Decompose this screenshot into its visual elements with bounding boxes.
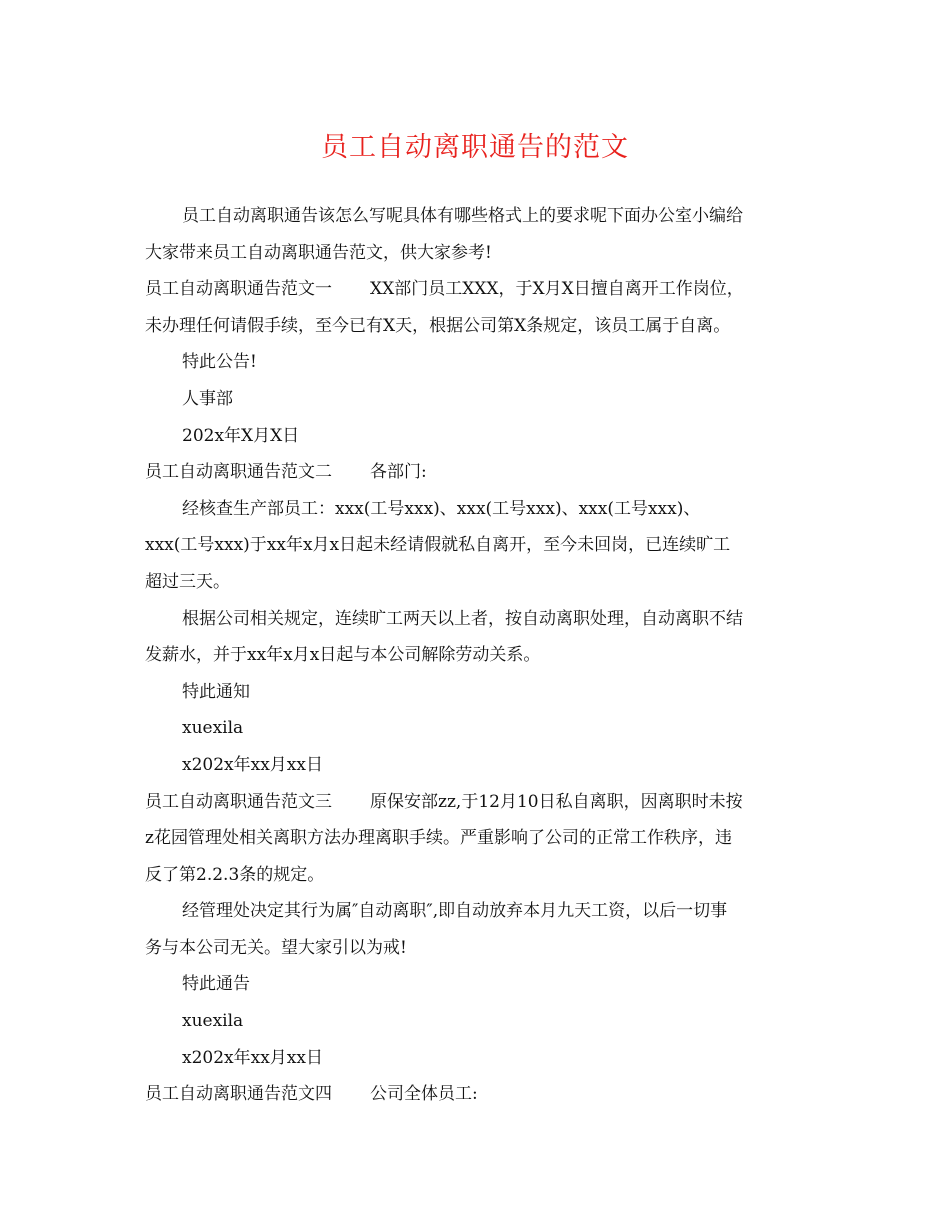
- paragraph-text: XX部门员工XXX，于X月X日擅自离开工作岗位，: [370, 279, 744, 300]
- document-title: 员工自动离职通告的范文: [321, 132, 629, 163]
- signature-line: 人事部: [182, 388, 233, 409]
- date-line: 202x年X月X日: [182, 425, 300, 446]
- document-body: [145, 198, 810, 1113]
- sample-heading: 员工自动离职通告范文三: [145, 791, 332, 812]
- sample-heading: 员工自动离职通告范文一: [145, 279, 332, 300]
- sample-heading: 员工自动离职通告范文二: [145, 462, 332, 483]
- sample-heading-line: [145, 454, 810, 491]
- paragraph-line: 未办理任何请假手续，至今已有X天，根据公司第X条规定，该员工属于自离。: [145, 315, 731, 336]
- date-line: x202x年xx月xx日: [182, 754, 323, 775]
- paragraph-line: 超过三天。: [145, 571, 230, 592]
- paragraph-line: 反了第2.2.3条的规定。: [145, 864, 325, 885]
- date-line: x202x年xx月xx日: [182, 1047, 323, 1068]
- paragraph-line: 经管理处决定其行为属″自动离职″,即自动放弃本月九天工资，以后一切事: [182, 901, 728, 922]
- paragraph-line: 员工自动离职通告该怎么写呢具体有哪些格式上的要求呢下面办公室小编给: [182, 206, 743, 226]
- signature-line: xuexila: [182, 1011, 244, 1032]
- paragraph-text: 公司全体员工:: [370, 1084, 478, 1105]
- paragraph-text: 各部门:: [370, 462, 427, 483]
- sample-heading-line: [145, 271, 810, 308]
- paragraph-text: 原保安部zz,于12月10日私自离职，因离职时未按: [370, 791, 743, 812]
- signature-line: xuexila: [182, 718, 244, 739]
- sample-heading: 员工自动离职通告范文四: [145, 1084, 332, 1105]
- paragraph-line: 特此公告!: [182, 352, 257, 373]
- paragraph-line: 务与本公司无关。望大家引以为戒!: [145, 937, 407, 958]
- sample-heading-line: [145, 1076, 810, 1113]
- paragraph-line: xxx(工号xxx)于xx年x月x日起未经请假就私自离开，至今未回岗，已连续旷工: [145, 535, 731, 556]
- paragraph-line: 特此通知: [182, 681, 250, 702]
- paragraph-line: 特此通告: [182, 974, 250, 995]
- paragraph-line: z花园管理处相关离职方法办理离职手续。严重影响了公司的正常工作秩序，违: [145, 828, 732, 849]
- paragraph-line: 大家带来员工自动离职通告范文，供大家参考!: [145, 242, 492, 263]
- paragraph-line: 根据公司相关规定，连续旷工两天以上者，按自动离职处理，自动离职不结: [182, 608, 743, 629]
- paragraph-line: 发薪水，并于xx年x月x日起与本公司解除劳动关系。: [145, 645, 541, 666]
- sample-heading-line: [145, 784, 810, 821]
- paragraph-line: 经核查生产部员工：xxx(工号xxx)、xxx(工号xxx)、xxx(工号xxx)、: [182, 498, 701, 519]
